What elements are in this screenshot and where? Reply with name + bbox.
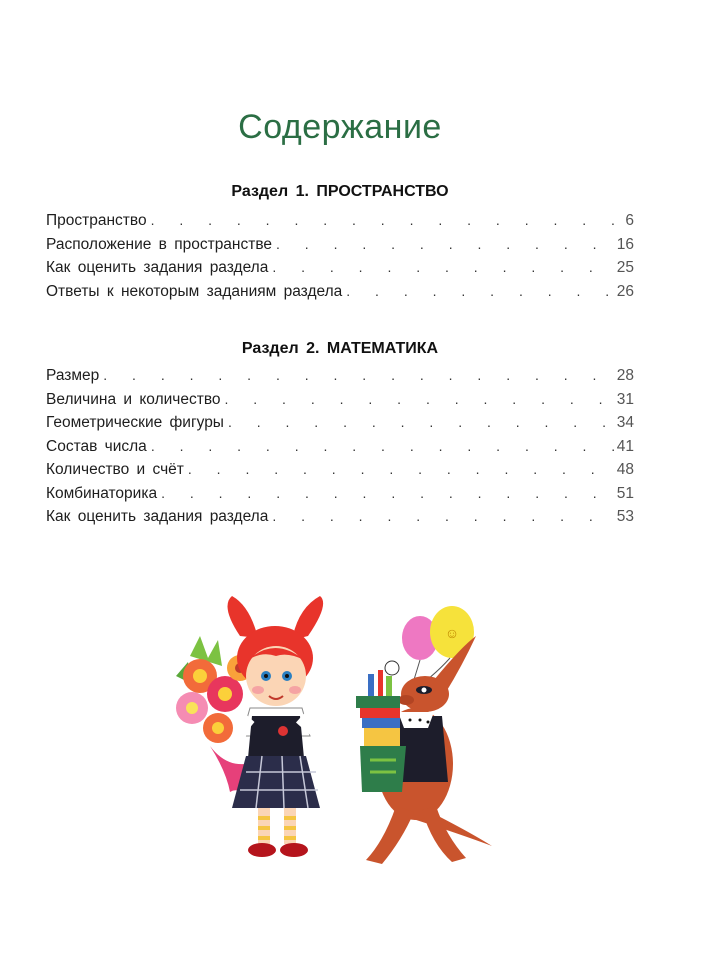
toc-entry-label: Комбинаторика [46, 484, 158, 502]
page-title: Содержание [238, 108, 442, 146]
toc-entry[interactable] [46, 212, 634, 236]
toc-entry-page: 53 [616, 508, 634, 525]
section-1-heading: Раздел 1. ПРОСТРАНСТВО [231, 183, 449, 200]
dot-leader [272, 508, 614, 524]
dot-leader [276, 236, 614, 252]
toc-entry[interactable] [46, 508, 634, 532]
toc-entry-page: 51 [616, 484, 634, 502]
dot-leader [228, 414, 614, 430]
girl-figure-icon [228, 596, 336, 857]
toc-entry-label: Расположение в пространстве [46, 235, 273, 253]
dot-leader [151, 212, 614, 228]
toc-entry-page: 26 [616, 282, 634, 300]
toc-entry-label: Состав числа [46, 437, 147, 455]
toc-entry-label: Количество и счёт [46, 461, 184, 478]
toc-entry-page: 28 [616, 367, 634, 384]
kangaroo-figure-icon [356, 636, 492, 864]
toc-entry[interactable] [46, 391, 634, 415]
dot-leader [346, 283, 614, 299]
toc-entry-page: 16 [616, 235, 634, 253]
svg-text:☺: ☺ [444, 625, 460, 641]
dot-leader [151, 438, 614, 454]
toc-entry-label: Как оценить задания раздела [46, 259, 269, 276]
toc-entry-page: 25 [616, 259, 634, 276]
toc-entry[interactable] [46, 367, 634, 391]
toc-entry[interactable] [46, 438, 634, 462]
section-2-heading: Раздел 2. МАТЕМАТИКА [241, 340, 439, 357]
toc-entry[interactable] [46, 414, 634, 438]
toc-entry-label: Ответы к некоторым заданиям раздела [46, 282, 343, 300]
girl-with-flowers-and-kangaroo-illustration [170, 596, 500, 872]
toc-entry-page: 41 [616, 437, 634, 455]
dot-leader [272, 259, 614, 275]
dot-leader [103, 367, 614, 383]
toc-entry-page: 34 [616, 414, 634, 431]
toc-entry[interactable] [46, 283, 634, 307]
toc-entry[interactable] [46, 236, 634, 260]
dot-leader [225, 391, 615, 407]
toc-entry-page: 31 [616, 390, 634, 408]
toc-entry-label: Геометрические фигуры [46, 414, 224, 431]
toc-entry[interactable] [46, 461, 634, 485]
section-1-entries [46, 212, 634, 306]
toc-entry[interactable] [46, 485, 634, 509]
toc-entry-label: Как оценить задания раздела [46, 508, 269, 525]
toc-entry-page: 6 [625, 212, 634, 229]
section-2-entries [46, 367, 634, 532]
toc-entry[interactable] [46, 259, 634, 283]
toc-entry-label: Пространство [46, 212, 147, 229]
dot-leader [188, 461, 614, 477]
toc-entry-label: Величина и количество [46, 390, 221, 408]
toc-entry-page: 48 [616, 461, 634, 478]
dot-leader [161, 485, 614, 501]
toc-entry-label: Размер [46, 367, 100, 384]
